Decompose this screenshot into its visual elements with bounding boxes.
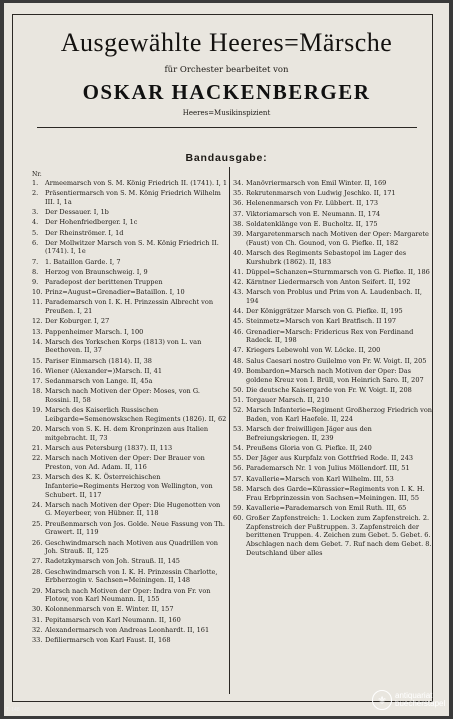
catalog-entry xyxy=(233,179,433,188)
catalog-entry xyxy=(32,387,228,404)
entry-number: 23. xyxy=(32,473,43,482)
catalog-entry xyxy=(233,504,433,513)
entry-title: Kärntner Liedermarsch von Anton Seifert. II, 192 xyxy=(246,278,411,287)
entry-title: Armeemarsch von S. M. König Friedrich II. (1741). I, 1 xyxy=(45,179,228,187)
edition-heading: Bandausgabe: xyxy=(185,152,268,164)
entry-title: Parademarsch von I. K. H. Prinzessin Albrecht von Preußen. I, 21 xyxy=(45,298,214,316)
entry-title: Grenadier=Marsch: Fridericus Rex von Ferdinand Radeck. II, 198 xyxy=(246,327,414,345)
entry-number: 26. xyxy=(32,538,43,547)
entry-number: 46. xyxy=(233,327,244,336)
entry-number: 50. xyxy=(233,385,244,394)
catalog-entry xyxy=(32,539,228,556)
entry-number: 12. xyxy=(32,317,43,326)
entry-number: 1. xyxy=(32,179,39,187)
entry-number: 54. xyxy=(233,443,244,452)
entry-title: Der Jäger aus Kurpfalz von Gottfried Rode. II, 243 xyxy=(246,454,414,463)
entry-number: 27. xyxy=(32,557,43,566)
entry-number: 53. xyxy=(233,425,244,434)
entry-number: 6. xyxy=(32,238,39,247)
entry-title: Pepitamarsch von Karl Neumann. II, 160 xyxy=(45,615,181,624)
entry-title: Kolonnenmarsch von E. Winter. II, 157 xyxy=(45,605,174,614)
entry-title: Radetzkymarsch von Joh. Strauß. II, 145 xyxy=(45,557,180,566)
entry-title: Geschwindmarsch nach Motiven aus Quadrillen von Joh. Strauß. II, 125 xyxy=(45,538,219,556)
entry-title: Marsch der freiwilligen Jäger aus den Befreiungskriegen. II, 239 xyxy=(246,425,372,442)
catalog-entry xyxy=(32,557,228,566)
entry-number: 44. xyxy=(233,307,244,316)
entry-number: 39. xyxy=(233,230,244,239)
entry-title: Der Königgrätzer Marsch von G. Piefke. II, 195 xyxy=(246,307,403,316)
watermark-logo-icon: ⚜ xyxy=(372,690,392,710)
entry-title: Bombardon=Marsch nach Motiven der Oper: Das goldene Kreuz von I. Brüll, von Heinrich Saro. II, 207 xyxy=(246,366,424,384)
entry-title: Der Hohenfriedberger. I, 1c xyxy=(45,218,138,227)
entry-title: Steinmetz=Marsch von Karl Bratfisch. II 197 xyxy=(246,317,397,326)
entry-title: Marsch des K. K. Österreichischen Infanterie=Regiments Herzog von Wellington, von Schubert. II, 117 xyxy=(45,473,213,499)
catalog-entry xyxy=(32,189,228,206)
catalog-entry xyxy=(233,406,433,423)
entry-title: Herzog von Braunschweig. I, 9 xyxy=(45,267,148,276)
entry-number: 40. xyxy=(233,248,244,257)
entry-number: 31. xyxy=(32,615,43,624)
entry-number: 56. xyxy=(233,464,244,473)
entry-number: 37. xyxy=(233,209,244,218)
catalog-entry xyxy=(32,444,228,453)
catalog-entry xyxy=(32,406,228,423)
entry-title: Defiliermarsch von Karl Faust. II, 168 xyxy=(45,636,171,645)
entry-number: 55. xyxy=(233,454,244,463)
catalog-entry xyxy=(233,475,433,484)
catalog-entry xyxy=(233,307,433,316)
entry-title: Salus Caesari nostro Guilelmo von Fr. W. Voigt. II, 205 xyxy=(246,356,427,365)
entry-title: Marsch Infanterie=Regiment Großherzog Friedrich von Baden, von Karl Haefele. II, 224 xyxy=(246,406,433,423)
entry-number: 11. xyxy=(32,298,43,307)
entry-number: 36. xyxy=(233,199,244,208)
entry-title: Der Koburger. I, 27 xyxy=(45,317,110,326)
entry-number: 22. xyxy=(32,454,43,463)
entry-title: Soldatenklänge von E. Bucholtz. II, 175 xyxy=(246,219,378,228)
catalog-entry xyxy=(233,220,433,229)
entry-title: Manövriermarsch von Emil Winter. II, 169 xyxy=(246,179,387,187)
entry-title: Die deutsche Kaisergarde von Fr. W. Voigt. II, 208 xyxy=(246,385,412,394)
entry-number: 20. xyxy=(32,425,43,434)
catalog-entry xyxy=(233,328,433,345)
entry-title: Marsch von S. K. H. dem Kronprinzen aus Italien mitgebracht. II, 73 xyxy=(45,425,209,442)
catalog-entry xyxy=(233,396,433,405)
entry-number: 52. xyxy=(233,406,244,415)
divider xyxy=(37,127,417,128)
catalog-entry xyxy=(233,189,433,198)
entry-number: 18. xyxy=(32,387,43,396)
catalog-entry xyxy=(32,357,228,366)
watermark xyxy=(372,686,450,714)
entry-title: Viktoriamarsch von E. Neumann. II, 174 xyxy=(246,209,381,218)
catalog-entry xyxy=(233,485,433,502)
catalog-entry xyxy=(233,514,433,558)
catalog-entry xyxy=(32,268,228,277)
catalog-entry xyxy=(32,367,228,376)
catalog-entry xyxy=(32,218,228,227)
entry-title: Wiener (Alexander=)Marsch. II, 41 xyxy=(45,366,162,375)
catalog-entry xyxy=(32,454,228,471)
catalog-entry xyxy=(233,444,433,453)
catalog-entry xyxy=(32,179,228,188)
entry-number: 29. xyxy=(32,586,43,595)
print-code: T. 148 xyxy=(6,707,20,713)
entry-number: 14. xyxy=(32,337,43,346)
entry-number: 10. xyxy=(32,288,43,297)
entry-number: 13. xyxy=(32,327,43,336)
entry-number: 3. xyxy=(32,208,39,217)
entry-title: Der Mollwitzer Marsch von S. M. König Friedrich II. (1741). I, 1e xyxy=(45,238,219,256)
entry-title: Helenenmarsch von Fr. Lübbert. II, 173 xyxy=(246,199,379,208)
entry-number: 58. xyxy=(233,484,244,493)
catalog-entry xyxy=(233,249,433,266)
catalog-entry xyxy=(233,357,433,366)
entry-title: Pariser Einmarsch (1814). II, 38 xyxy=(45,356,152,365)
entry-title: Der Rheinströmer. I, 1d xyxy=(45,228,124,237)
entry-title: Marsch des Garde=Kürassier=Regiments von I. K. H. Frau Erbprinzessin von Sachsen=Meiningen. III, 55 xyxy=(246,484,425,502)
entry-number: 47. xyxy=(233,346,244,355)
entry-number: 32. xyxy=(32,625,43,634)
catalog-entry xyxy=(32,626,228,635)
catalog-entry xyxy=(32,278,228,287)
entry-number: 33. xyxy=(32,636,43,645)
entry-number: 45. xyxy=(233,317,244,326)
entry-number: 8. xyxy=(32,267,39,276)
entry-number: 49. xyxy=(233,366,244,375)
catalog-entry xyxy=(233,464,433,473)
entry-title: Sedanmarsch von Lange. II, 45a xyxy=(45,377,153,386)
catalog-entry xyxy=(32,258,228,267)
entry-title: Kriegers Lebewohl von W. Löcke. II, 200 xyxy=(246,346,381,355)
entry-title: Rekrutenmarsch von Ludwig Jeschko. II, 171 xyxy=(246,189,396,198)
composer-role: Heeres=Musikinspizient xyxy=(182,109,271,117)
entry-number: 25. xyxy=(32,519,43,528)
catalog-entry xyxy=(32,636,228,645)
column-header-nr: Nr. xyxy=(32,171,42,178)
entry-title: Alexandermarsch von Andreas Leonhardt. II, 161 xyxy=(45,625,210,634)
catalog-entry xyxy=(233,230,433,247)
entry-title: Präsentiermarsch von S. M. König Friedrich Wilhelm III. I, 1a xyxy=(45,189,221,206)
catalog-entry xyxy=(233,210,433,219)
entry-title: Torgauer Marsch. II, 210 xyxy=(246,395,330,404)
watermark-line2: buecherstapel xyxy=(395,699,446,708)
catalog-entry xyxy=(233,268,433,277)
watermark-line1: antiquariat xyxy=(395,691,433,700)
entry-title: Marsch nach Motiven der Oper: Moses, von G. Rossini. II, 58 xyxy=(45,387,200,404)
catalog-entry xyxy=(32,501,228,518)
catalog-entry xyxy=(233,425,433,442)
subtitle: für Orchester bearbeitet von xyxy=(164,65,289,75)
entry-title: Kavallerie=Parademarsch von Emil Ruth. III, 65 xyxy=(246,503,407,512)
entry-number: 41. xyxy=(233,267,244,276)
entry-title: Pappenheimer Marsch. I, 100 xyxy=(45,327,144,336)
catalog-entry xyxy=(32,328,228,337)
catalog-entry xyxy=(32,229,228,238)
entry-number: 59. xyxy=(233,503,244,512)
entry-title: Paradepost der berittenen Truppen xyxy=(45,278,163,287)
entry-title: Parademarsch Nr. 1 von Julius Möllendorf. III, 51 xyxy=(246,464,410,473)
entry-number: 4. xyxy=(32,218,39,227)
catalog-entry xyxy=(32,239,228,256)
entry-number: 35. xyxy=(233,189,244,198)
entry-title: Preußens Gloria von G. Piefke. II, 240 xyxy=(246,443,372,452)
entry-number: 24. xyxy=(32,500,43,509)
entry-number: 51. xyxy=(233,395,244,404)
catalog-entry xyxy=(32,298,228,315)
catalog-entry xyxy=(32,208,228,217)
entry-number: 16. xyxy=(32,366,43,375)
catalog-entry xyxy=(32,568,228,585)
entry-number: 5. xyxy=(32,228,39,237)
entry-title: Marsch nach Motiven der Oper: Indra von Fr. von Flotow, von Karl Neumann. II, 155 xyxy=(45,586,211,604)
entry-title: Großer Zapfenstreich: 1. Locken zum Zapfenstreich. 2. Zapfenstreich der Fußtruppen. 3. Zapfenstreich der berittenen Truppen. 4. Zeichen zum Gebet. 5. Gebet. 6. Abschlagen nach dem Gebet. 7. Ruf nach dem Gebet. 8. Deutschland über alles xyxy=(246,513,432,557)
entry-title: 1. Bataillon Garde. I, 7 xyxy=(45,257,121,266)
catalog-entry xyxy=(32,605,228,614)
catalog-entry xyxy=(32,338,228,355)
entry-title: Margaretenmarsch nach Motiven der Oper: Margarete (Faust) von Ch. Gounod, von G. Piefke. II, 182 xyxy=(246,230,429,247)
composer-name: OSKAR HACKENBERGER xyxy=(82,80,371,104)
entry-title: Marsch des Regiments Sebastopol im Lager des Kurshubrk (1862). II, 183 xyxy=(246,248,407,266)
entries-column-right xyxy=(233,179,433,699)
catalog-entry xyxy=(32,377,228,386)
entry-number: 2. xyxy=(32,189,39,198)
entries-column-left xyxy=(32,179,228,699)
entry-number: 60. xyxy=(233,513,244,522)
page-title: Ausgewählte Heeres=Märsche xyxy=(60,28,393,57)
entry-number: 9. xyxy=(32,278,39,287)
entry-title: Prinz=August=Grenadier=Bataillon. I, 10 xyxy=(45,288,185,297)
entry-title: Preußenmarsch von Jos. Golde. Neue Fassung von Th. Grawert. II, 119 xyxy=(45,519,225,537)
entry-number: 19. xyxy=(32,406,43,415)
entry-number: 30. xyxy=(32,605,43,614)
entry-title: Düppel=Schanzen=Sturmmarsch von G. Piefke. II, 186 xyxy=(246,267,430,276)
catalog-entry xyxy=(233,454,433,463)
entry-number: 38. xyxy=(233,219,244,228)
catalog-entry xyxy=(233,386,433,395)
entry-number: 21. xyxy=(32,443,43,452)
entry-title: Der Dessauer. I, 1b xyxy=(45,208,109,217)
entry-title: Marsch aus Petersburg (1837). II, 113 xyxy=(45,443,173,452)
entry-title: Marsch des Kaiserlich Russischen Leibgarde=Semenowskschen Regiments (1826). II, 62 xyxy=(45,406,227,423)
catalog-entry xyxy=(32,473,228,499)
catalog-entry xyxy=(233,346,433,355)
entry-number: 42. xyxy=(233,278,244,287)
catalog-entry xyxy=(32,520,228,537)
catalog-entry xyxy=(233,367,433,384)
entry-number: 57. xyxy=(233,474,244,483)
entry-number: 28. xyxy=(32,567,43,576)
entry-number: 34. xyxy=(233,179,244,187)
catalog-entry xyxy=(233,288,433,305)
entry-number: 17. xyxy=(32,377,43,386)
entry-number: 15. xyxy=(32,356,43,365)
entry-title: Geschwindmarsch von I. K. H. Prinzessin Charlotte, Erbherzogin v. Sachsen=Meiningen. II, 148 xyxy=(45,567,218,585)
entry-number: 43. xyxy=(233,288,244,297)
catalog-entry xyxy=(32,616,228,625)
entry-number: 7. xyxy=(32,257,39,266)
catalog-entry xyxy=(233,278,433,287)
entry-title: Marsch nach Motiven der Oper: Der Brauer von Preston, von Ad. Adam. II, 116 xyxy=(45,454,205,471)
catalog-entry xyxy=(32,587,228,604)
catalog-entry xyxy=(233,199,433,208)
catalog-entry xyxy=(32,317,228,326)
entry-title: Marsch nach Motiven der Oper: Die Hugenotten von G. Meyerbeer, von Hübner. II, 118 xyxy=(45,500,221,518)
catalog-entry xyxy=(233,317,433,326)
entry-title: Kavallerie=Marsch von Karl Wilhelm. III, 53 xyxy=(246,474,394,483)
entry-title: Marsch des Yorkschen Korps (1813) von L. van Beethoven. II, 37 xyxy=(45,337,202,355)
catalog-entry xyxy=(32,425,228,442)
entry-title: Marsch von Problus und Prim von A. Laudenbach. II, 194 xyxy=(246,288,423,305)
catalog-entry xyxy=(32,288,228,297)
entry-number: 48. xyxy=(233,356,244,365)
